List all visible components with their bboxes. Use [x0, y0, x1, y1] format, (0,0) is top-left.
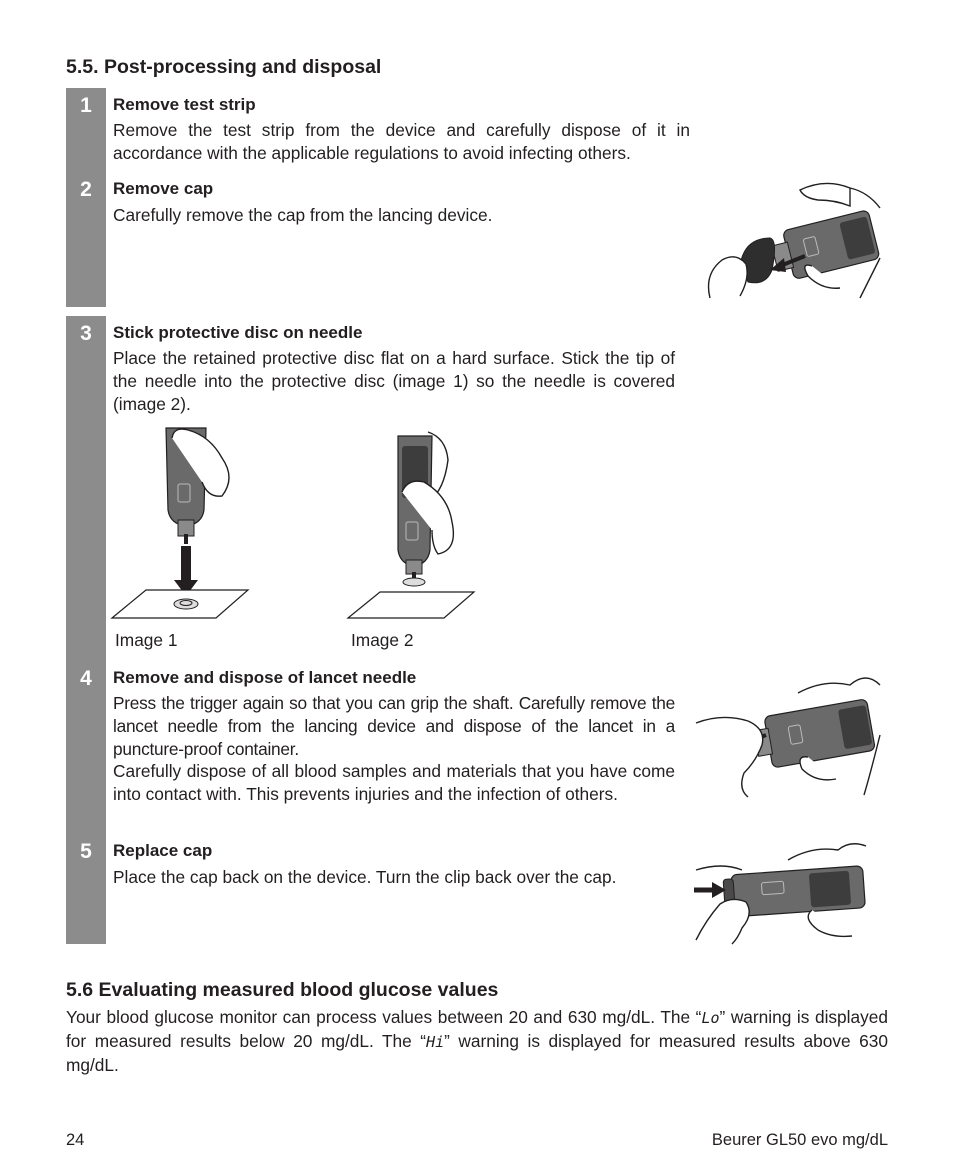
- replace-cap-illustration: [692, 840, 870, 944]
- section-5-6-text-b: ” warning is displayed for measured results below 20 mg/dL. The “: [66, 1007, 888, 1051]
- section-5-6-text-a: Your blood glucose monitor can process values between 20 and 630 mg/dL. The “: [66, 1007, 702, 1027]
- section-5-6-text-c: ” warning is displayed for measured results above 630 mg/dL.: [66, 1031, 888, 1075]
- step-number-5: 5: [80, 840, 92, 863]
- step-text-2: Carefully remove the cap from the lancing device.: [113, 205, 493, 225]
- remove-lancet-illustration: [692, 665, 882, 805]
- footer-product-name: Beurer GL50 evo mg/dL: [711, 1131, 888, 1149]
- image-2-illustration: [348, 430, 478, 622]
- step-number-4: 4: [80, 667, 92, 690]
- step-number-2: 2: [80, 178, 92, 201]
- image-2-caption: Image 2: [351, 630, 414, 650]
- section-5-6-text: [66, 1006, 888, 1077]
- step-text-4-b: Carefully dispose of all blood samples and materials that you have come into contact with. This prevents injuries and the infection of others.: [113, 761, 675, 804]
- step-text-4: Press the trigger again so that you can grip the shaft. Carefully remove the lancet needle from the lancing device and dispose of the lancet in a puncture-proof container.: [113, 693, 675, 759]
- step-title-5: Replace cap: [113, 841, 213, 860]
- step-title-1: Remove test strip: [113, 95, 256, 114]
- step-text-5: Place the cap back on the device. Turn the clip back over the cap.: [113, 867, 617, 887]
- step-text-3: Place the retained protective disc flat on a hard surface. Stick the tip of the needle into the protective disc (image 1) so the needle is covered (image 2).: [113, 348, 675, 414]
- page-number: 24: [66, 1131, 85, 1149]
- remove-cap-illustration: [700, 178, 885, 306]
- section-title-5-6: 5.6 Evaluating measured blood glucose values: [66, 979, 499, 1001]
- section-title-5-5: 5.5. Post-processing and disposal: [66, 56, 382, 78]
- step-text-1: Remove the test strip from the device and carefully dispose of it in accordance with the applicable regulations to avoid infecting others.: [113, 120, 690, 163]
- lo-display-symbol: Lo: [701, 1009, 720, 1027]
- step-number-3: 3: [80, 322, 92, 345]
- step-title-2: Remove cap: [113, 179, 214, 198]
- hi-display-symbol: Hi: [426, 1033, 445, 1051]
- image-1-caption: Image 1: [115, 630, 178, 650]
- step-title-3: Stick protective disc on needle: [113, 323, 363, 342]
- image-1-illustration: [112, 428, 254, 622]
- step-title-4: Remove and dispose of lancet needle: [113, 668, 417, 687]
- step-number-1: 1: [80, 94, 92, 117]
